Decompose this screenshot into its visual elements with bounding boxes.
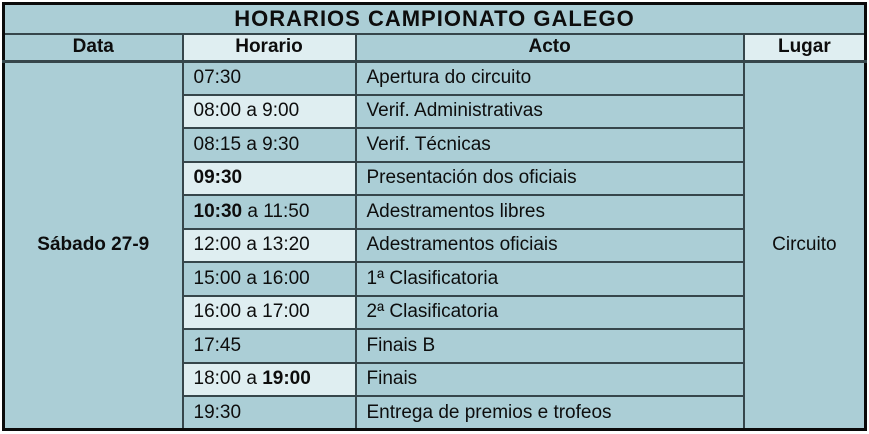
time-cell: [183, 296, 356, 330]
time-cell: [183, 229, 356, 263]
time-cell: [183, 195, 356, 229]
table-header-row: [4, 34, 866, 61]
time-cell: [183, 329, 356, 363]
time-segment: 08:15 a 9:30: [193, 133, 300, 155]
time-cell: [183, 128, 356, 162]
event-cell: Apertura do circuito: [356, 61, 744, 95]
time-bold-segment: 09:30: [193, 167, 243, 189]
column-header-lugar: Lugar: [744, 34, 866, 61]
time-cell: [183, 262, 356, 296]
time-bold-segment: 10:30: [193, 200, 243, 222]
date-cell: Sábado 27-9: [4, 61, 183, 430]
event-cell: Finais B: [356, 329, 744, 363]
table-row: [4, 61, 866, 95]
time-cell: [183, 95, 356, 129]
schedule-rows: [4, 61, 866, 430]
place-cell: Circuito: [744, 61, 866, 430]
time-cell: [183, 396, 356, 430]
column-header-horario: Horario: [183, 34, 356, 61]
time-segment: 19:30: [193, 401, 242, 423]
time-segment: 16:00 a 17:00: [193, 301, 310, 323]
event-cell: Adestramentos libres: [356, 195, 744, 229]
event-cell: Presentación dos oficiais: [356, 162, 744, 196]
time-bold-segment: 19:00: [262, 368, 311, 390]
table-title: HORARIOS CAMPIONATO GALEGO: [4, 4, 866, 35]
event-cell: 2ª Clasificatoria: [356, 296, 744, 330]
time-segment: a 11:50: [242, 200, 310, 222]
time-cell: [183, 162, 356, 196]
column-header-data: Data: [4, 34, 183, 61]
time-segment: 18:00 a: [193, 368, 263, 390]
time-segment: 17:45: [193, 334, 242, 356]
time-cell: [183, 363, 356, 397]
table-title-row: [4, 4, 866, 35]
event-cell: Verif. Administrativas: [356, 95, 744, 129]
event-cell: Finais: [356, 363, 744, 397]
event-cell: 1ª Clasificatoria: [356, 262, 744, 296]
time-segment: 07:30: [193, 67, 242, 88]
schedule-table: [2, 2, 867, 431]
time-segment: 08:00 a 9:00: [193, 100, 300, 122]
time-cell: [183, 61, 356, 95]
event-cell: Adestramentos oficiais: [356, 229, 744, 263]
column-header-acto: Acto: [356, 34, 744, 61]
time-segment: 12:00 a 13:20: [193, 234, 310, 256]
time-segment: 15:00 a 16:00: [193, 267, 310, 289]
event-cell: Verif. Técnicas: [356, 128, 744, 162]
event-cell: Entrega de premios e trofeos: [356, 396, 744, 430]
